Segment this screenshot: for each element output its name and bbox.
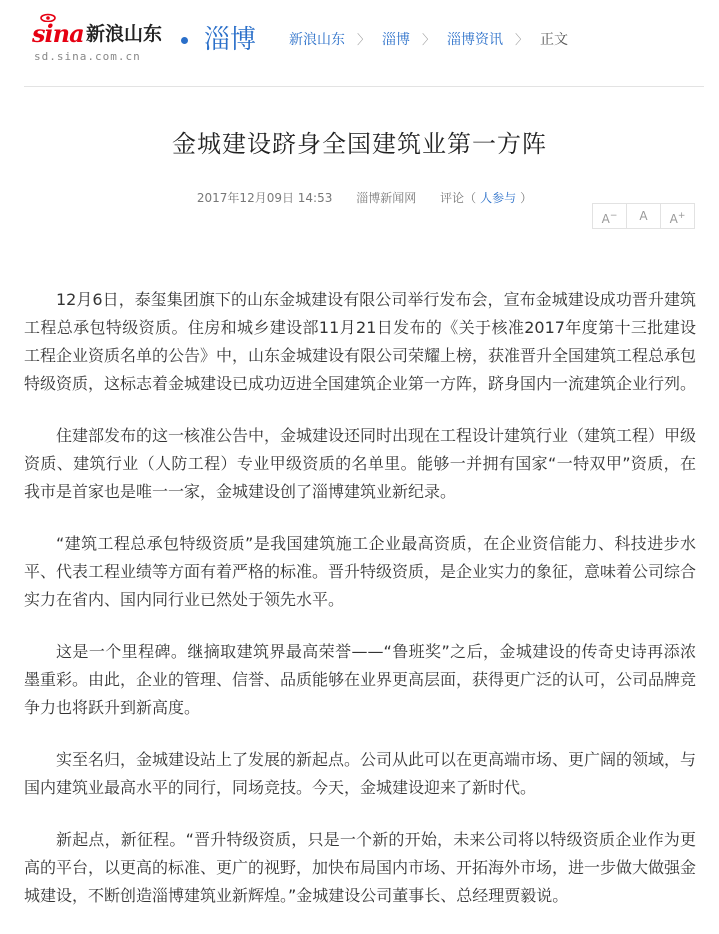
logo-text: sina	[32, 19, 84, 48]
logo-cn-text: 新浪山东	[86, 23, 163, 45]
article-paragraph: 住建部发布的这一核准公告中，金城建设还同时出现在工程设计建筑行业（建筑工程）甲级资质、建筑行业（人防工程）专业甲级资质的名单里。能够一并拥有国家“一特双甲”资质，在我市是首家也是唯一一家，金城建设创了淄博建筑业新纪录。	[24, 426, 697, 501]
paren-close: ）	[520, 191, 533, 205]
article-paragraph: 实至名归，金城建设站上了发展的新起点。公司从此可以在更高端市场、更广阔的领域，与国内建筑业最高水平的同行，同场竞技。今天，金城建设迎来了新时代。	[24, 750, 697, 797]
article-paragraph: 这是一个里程碑。继摘取建筑界最高荣誉——“鲁班奖”之后，金城建设的传奇史诗再添浓墨重彩。由此，企业的管理、信誉、品质能够在业界更高层面，获得更广泛的认可，公司品牌竞争力也将跃升到新高度。	[24, 642, 697, 717]
article-paragraph: 新起点，新征程。“晋升特级资质，只是一个新的开始，未来公司将以特级资质企业作为更高的平台，以更高的标准、更广的视野，加快布局国内市场、开拓海外市场，进一步做大做强金城建设，不断创造淄博建筑业新辉煌。”金城建设公司董事长、总经理贾毅说。	[24, 830, 697, 905]
font-increase-button[interactable]: A+	[669, 211, 686, 226]
font-size-controls	[592, 203, 695, 229]
article-paragraph: “建筑工程总承包特级资质”是我国建筑施工企业最高资质，在企业资信能力、科技进步水平、代表工程业绩等方面有着严格的标准。晋升特级资质，是企业实力的象征，意味着公司综合实力在省内、国内同行业已然处于领先水平。	[24, 534, 697, 609]
breadcrumb-separator-icon: 〉	[422, 33, 436, 48]
region-dot-icon	[181, 37, 188, 44]
article-source[interactable]: 淄博新闻网	[356, 191, 417, 205]
comment-count-link[interactable]: 人参与	[480, 191, 517, 205]
article-paragraph: 12月6日，泰玺集团旗下的山东金城建设有限公司举行发布会，宣布金城建设成功晋升建筑工程总承包特级资质。住房和城乡建设部11月21日发布的《关于核准2017年度第十三批建设工程企业资质名单的公告》中，山东金城建设有限公司荣耀上榜，获准晋升全国建筑工程总承包特级资质，这标志着金城建设已成功迈进全国建筑企业第一方阵，跻身国内一流建筑企业行列。	[24, 290, 697, 393]
region-name[interactable]: 淄博	[204, 25, 257, 55]
paren-open: （	[464, 191, 477, 205]
breadcrumb-current: 正文	[540, 32, 569, 48]
breadcrumb-link-news[interactable]: 淄博资讯	[447, 32, 504, 48]
breadcrumb-link-sd[interactable]: 新浪山东	[289, 32, 345, 48]
site-header	[0, 0, 719, 86]
article-date: 2017年12月09日 14:53	[196, 191, 333, 205]
breadcrumb-separator-icon: 〉	[357, 33, 371, 48]
header-divider	[24, 86, 704, 87]
breadcrumb	[289, 30, 568, 51]
breadcrumb-link-zibo[interactable]: 淄博	[382, 32, 411, 48]
font-reset-button[interactable]: A	[627, 204, 661, 228]
breadcrumb-separator-icon: 〉	[515, 33, 529, 48]
article-title: 金城建设跻身全国建筑业第一方阵	[172, 130, 547, 158]
logo-url-text: sd.sina.com.cn	[34, 50, 141, 63]
comment-area	[440, 191, 532, 205]
article-body	[24, 286, 696, 934]
comment-label: 评论	[440, 191, 465, 205]
font-decrease-button[interactable]: A−	[593, 204, 627, 228]
